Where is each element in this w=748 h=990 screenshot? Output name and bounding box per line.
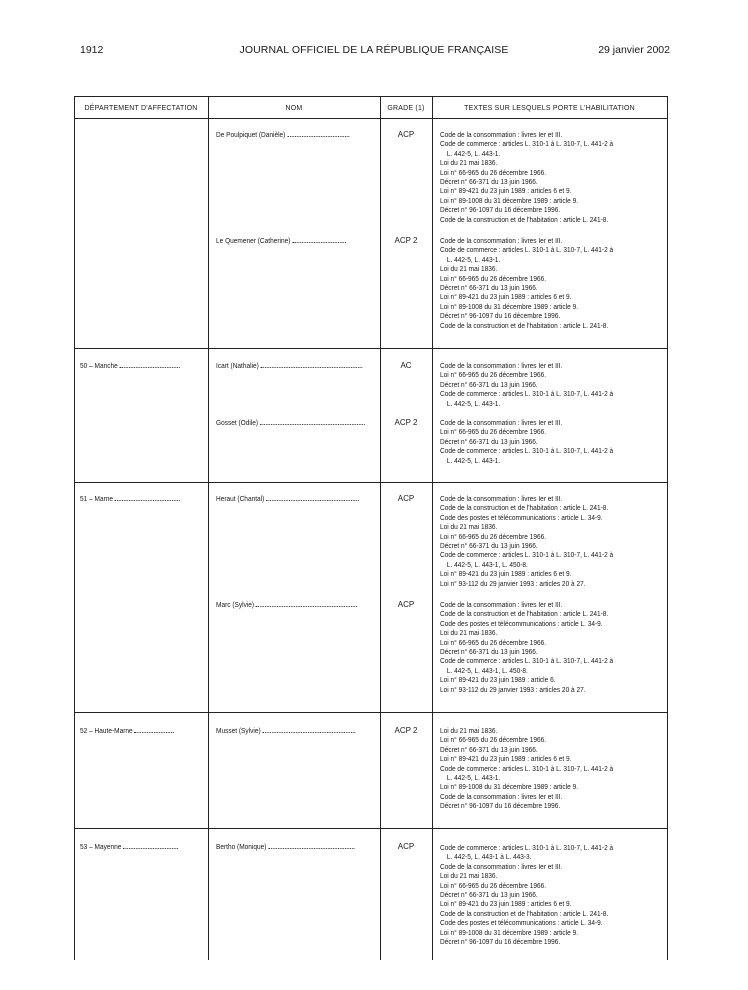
column-header-grade: GRADE (1) <box>387 105 425 112</box>
section-divider <box>74 482 668 483</box>
column-divider <box>208 96 209 960</box>
grade: AC <box>400 361 412 370</box>
column-header-name: NOM <box>285 105 303 112</box>
column-divider <box>432 96 433 960</box>
habilitation-texts: Code de la consommation : livres Ier et III. Loi n° 66-965 du 26 décembre 1966. Décret n° 66-371 du 13 juin 1966. Code de commerce : articles L. 310-1 à L. 310-7, L. 441-2 à L. 442-5, L. 443-1. <box>440 418 614 465</box>
grade: ACP <box>397 600 415 609</box>
person-name: Icart (Nathalie) <box>216 361 362 370</box>
person-name: Musset (Sylvie) <box>216 726 355 735</box>
header-bottom-border <box>74 118 668 119</box>
column-header-texts: TEXTES SUR LESQUELS PORTE L'HABILITATION <box>464 105 635 112</box>
person-name: Heraut (Chantal) <box>216 494 359 503</box>
grade: ACP 2 <box>394 236 418 245</box>
department-name: 50 – Manche <box>80 361 180 370</box>
grade: ACP 2 <box>394 726 418 735</box>
section-divider <box>74 828 668 829</box>
journal-title: JOURNAL OFFICIEL DE LA RÉPUBLIQUE FRANÇAISE <box>239 44 509 56</box>
grade: ACP <box>397 130 415 139</box>
department-name: 52 – Haute-Marne <box>80 726 174 735</box>
person-name: De Poulpiquet (Danièle) <box>216 130 349 139</box>
column-divider <box>380 96 381 960</box>
section-divider <box>74 348 668 349</box>
habilitation-texts: Code de la consommation : livres Ier et III. Code de la construction et de l'habitation : article L. 241-8. Code des postes et télécommunications : article L. 34-9. Loi du 21 mai 1836. Loi n° 66-965 du 26 décembre 1966. Décret n° 66-371 du 13 juin 1966. Code de commerce : articles L. 310-1 à L. 310-7, L. 441-2 à L. 442-5, L. 443-1, L. 450-8. Loi n° 89-421 du 23 juin 1989 : articles 6 et 9. Loi n° 93-112 du 29 janvier 1993 : articles 20 à 27. <box>440 494 614 588</box>
page-number: 1912 <box>80 44 104 56</box>
person-name: Gosset (Odile) <box>216 418 365 427</box>
grade: ACP <box>397 842 415 851</box>
table-top-border <box>74 96 668 97</box>
grade: ACP <box>397 494 415 503</box>
column-header-department: DÉPARTEMENT D'AFFECTATION <box>84 105 198 112</box>
department-name: 53 – Mayenne <box>80 842 178 851</box>
grade: ACP 2 <box>394 418 418 427</box>
habilitation-texts: Loi du 21 mai 1836. Loi n° 66-965 du 26 décembre 1966. Décret n° 66-371 du 13 juin 1966. Loi n° 89-421 du 23 juin 1989 : articles 6 et 9. Code de commerce : articles L. 310-1 à L. 310-7, L. 441-2 à L. 442-5, L. 443-1. Loi n° 89-1008 du 31 décembre 1989 : article 9. Code de la consommation : livres Ier et III. Décret n° 96-1097 du 16 décembre 1996. <box>440 726 614 811</box>
person-name: Le Quemener (Catherine) <box>216 236 345 245</box>
habilitation-texts: Code de commerce : articles L. 310-1 à L. 310-7, L. 441-2 à L. 442-5, L. 443-1 à L. 443-3. Code de la consommation : livres Ier et III. Loi du 21 mai 1836. Loi n° 66-965 du 26 décembre 1966. Décret n° 66-371 du 13 juin 1966. Loi n° 89-421 du 23 juin 1989 : articles 6 et 9. Code de la construction et de l'habitation : article L. 241-8. Code des postes et télécommunications : article L. 34-9. Loi n° 89-1008 du 31 décembre 1989 : article 9. Décret n° 96-1097 du 16 décembre 1996. <box>440 843 614 947</box>
habilitation-texts: Code de la consommation : livres Ier et III. Code de commerce : articles L. 310-1 à L. 310-7, L. 441-2 à L. 442-5, L. 443-1. Loi du 21 mai 1836. Loi n° 66-965 du 26 décembre 1966. Décret n° 66-371 du 13 juin 1966. Loi n° 89-421 du 23 juin 1989 : articles 6 et 9. Loi n° 89-1008 du 31 décembre 1989 : article 9. Décret n° 96-1097 du 16 décembre 1996. Code de la construction et de l'habitation : article L. 241-8. <box>440 236 614 330</box>
habilitation-texts: Code de la consommation : livres Ier et III. Code de la construction et de l'habitation : article L. 241-8. Code des postes et télécommunications : article L. 34-9. Loi du 21 mai 1836. Loi n° 66-965 du 26 décembre 1966. Décret n° 66-371 du 13 juin 1966. Code de commerce : articles L. 310-1 à L. 310-7, L. 441-2 à L. 442-5, L. 443-1, L. 450-8. Loi n° 89-421 du 23 juin 1989 : article 6. Loi n° 93-112 du 29 janvier 1993 : articles 20 à 27. <box>440 600 614 694</box>
department-name: 51 – Marne <box>80 494 180 503</box>
habilitation-texts: Code de la consommation : livres Ier et III. Loi n° 66-965 du 26 décembre 1966. Décret n° 66-371 du 13 juin 1966. Code de commerce : articles L. 310-1 à L. 310-7, L. 441-2 à L. 442-5, L. 443-1. <box>440 361 614 408</box>
section-divider <box>74 712 668 713</box>
table-left-border <box>74 96 75 960</box>
habilitation-texts: Code de la consommation : livres Ier et III. Code de commerce : articles L. 310-1 à L. 310-7, L. 441-2 à L. 442-5, L. 443-1. Loi du 21 mai 1836. Loi n° 66-965 du 26 décembre 1966. Décret n° 66-371 du 13 juin 1966. Loi n° 89-421 du 23 juin 1989 : articles 6 et 9. Loi n° 89-1008 du 31 décembre 1989 : article 9. Décret n° 96-1097 du 16 décembre 1996. Code de la construction et de l'habitation : article L. 241-8. <box>440 130 614 224</box>
publication-date: 29 janvier 2002 <box>598 44 670 56</box>
person-name: Marc (Sylvie) <box>216 600 357 609</box>
person-name: Bertho (Monique) <box>216 842 354 851</box>
